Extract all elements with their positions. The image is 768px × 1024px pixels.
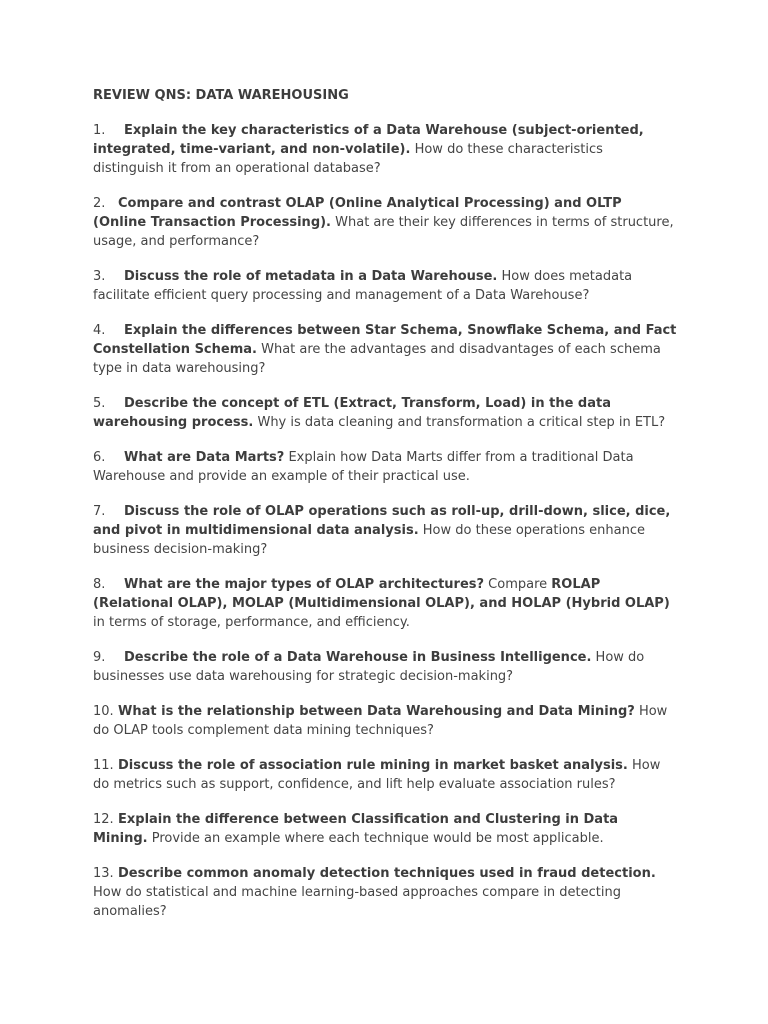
question-text: Explain how Data Marts differ from a traditional Data Warehouse and provide an example of their practical use.	[93, 450, 634, 484]
question-number: 5.	[93, 396, 106, 411]
question-9	[93, 648, 677, 686]
question-heading: Describe the concept of ETL (Extract, Transform, Load) in the data warehousing process.	[93, 396, 611, 430]
question-emphasis: ROLAP (Relational OLAP), MOLAP (Multidimensional OLAP), and HOLAP (Hybrid OLAP)	[93, 577, 670, 611]
question-text: How does metadata facilitate efficient query processing and management of a Data Warehouse?	[93, 269, 633, 303]
question-13	[93, 864, 677, 921]
question-5	[93, 394, 677, 432]
question-text: How do businesses use data warehousing for strategic decision-making?	[93, 650, 645, 684]
question-heading: Explain the differences between Star Schema, Snowflake Schema, and Fact Constellation Schema.	[93, 323, 677, 357]
question-2	[93, 194, 677, 251]
question-12	[93, 810, 677, 848]
question-text: How do OLAP tools complement data mining techniques?	[93, 704, 668, 738]
question-number: 4.	[93, 323, 106, 338]
question-heading: What are the major types of OLAP architectures?	[124, 577, 485, 592]
question-text: Compare	[484, 577, 552, 592]
question-text: How do metrics such as support, confidence, and lift help evaluate association rules?	[93, 758, 661, 792]
question-4	[93, 321, 677, 378]
question-heading: Explain the difference between Classification and Clustering in Data Mining.	[93, 812, 619, 846]
question-3	[93, 267, 677, 305]
question-10	[93, 702, 677, 740]
question-heading: Discuss the role of association rule mining in market basket analysis.	[118, 758, 628, 773]
question-number: 6.	[93, 450, 106, 465]
question-number: 8.	[93, 577, 106, 592]
question-heading: Compare and contrast OLAP (Online Analytical Processing) and OLTP (Online Transaction Processing).	[93, 196, 622, 230]
question-heading: What is the relationship between Data Warehousing and Data Mining?	[118, 704, 635, 719]
question-heading: Describe common anomaly detection techniques used in fraud detection.	[118, 866, 656, 881]
question-number: 1.	[93, 123, 106, 138]
question-text: How do statistical and machine learning-based approaches compare in detecting anomalies?	[93, 885, 621, 919]
question-number: 2.	[93, 196, 106, 211]
question-text: Why is data cleaning and transformation a critical step in ETL?	[253, 415, 666, 430]
question-7	[93, 502, 677, 559]
question-heading: Describe the role of a Data Warehouse in Business Intelligence.	[124, 650, 592, 665]
question-text: in terms of storage, performance, and efficiency.	[93, 615, 410, 630]
question-heading: Discuss the role of metadata in a Data Warehouse.	[124, 269, 498, 284]
question-8	[93, 575, 677, 632]
document-page	[93, 86, 677, 937]
question-text: How do these operations enhance business decision-making?	[93, 523, 645, 557]
question-heading: What are Data Marts?	[124, 450, 285, 465]
question-number: 9.	[93, 650, 106, 665]
question-number: 10.	[93, 704, 114, 719]
question-heading: Explain the key characteristics of a Data Warehouse (subject-oriented, integrated, time-variant, and non-volatile).	[93, 123, 644, 157]
question-text: What are the advantages and disadvantages of each schema type in data warehousing?	[93, 342, 661, 376]
document-title: REVIEW QNS: DATA WAREHOUSING	[93, 88, 349, 103]
question-text: Provide an example where each technique would be most applicable.	[147, 831, 604, 846]
question-text: What are their key differences in terms of structure, usage, and performance?	[93, 215, 674, 249]
question-6	[93, 448, 677, 486]
question-heading: Discuss the role of OLAP operations such as roll-up, drill-down, slice, dice, and pivot in multidimensional data analysis.	[93, 504, 671, 538]
question-1	[93, 121, 677, 178]
question-number: 3.	[93, 269, 106, 284]
question-number: 11.	[93, 758, 114, 773]
question-11	[93, 756, 677, 794]
question-text: How do these characteristics distinguish it from an operational database?	[93, 142, 603, 176]
question-number: 7.	[93, 504, 106, 519]
question-number: 13.	[93, 866, 114, 881]
question-number: 12.	[93, 812, 114, 827]
